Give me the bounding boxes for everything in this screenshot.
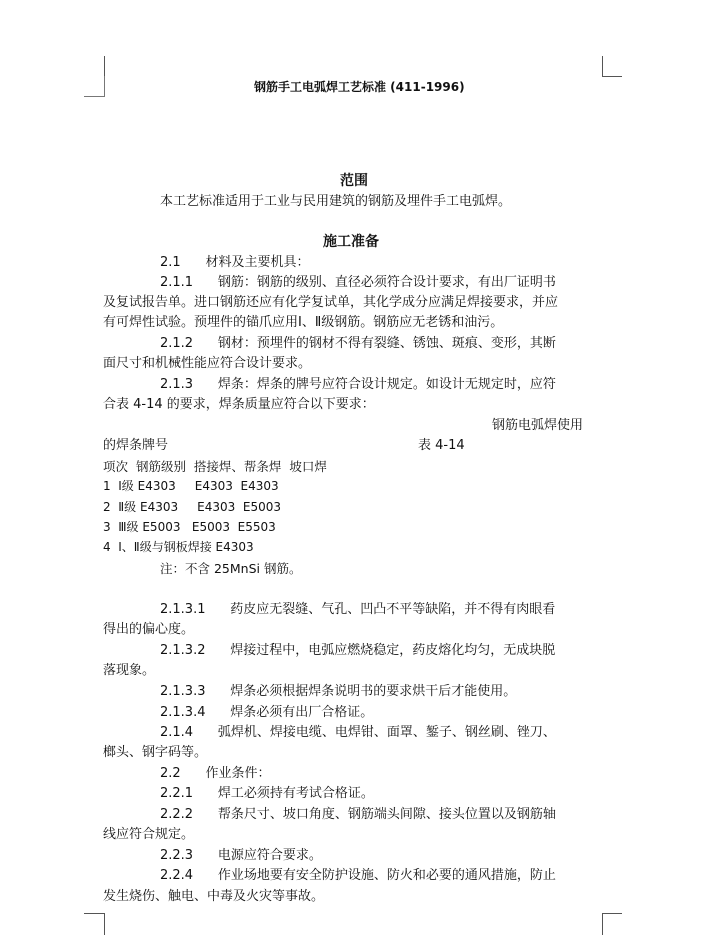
text-line: 落现象。 [103, 663, 156, 678]
text-line: 2.1.2 钢材：预埋件的钢材不得有裂缝、锈蚀、斑痕、变形，其断 [160, 336, 556, 351]
crop-mark-bottom-left-v [104, 913, 105, 935]
table-header-row: 项次 钢筋级别 搭接焊、帮条焊 坡口焊 [103, 459, 327, 474]
table-row: 2 Ⅱ级 E4303 E4303 E5003 [103, 500, 282, 514]
text-line: 得出的偏心度。 [103, 622, 195, 637]
text-line: 2.2.1 焊工必须持有考试合格证。 [160, 786, 374, 801]
text-line: 2.2 作业条件： [160, 766, 271, 781]
table-caption: 钢筋电弧焊使用 [492, 418, 584, 433]
crop-mark-top-right [602, 76, 622, 77]
text-line: 线应符合规定。 [103, 827, 195, 842]
text-line: 2.1.3.3 焊条必须根据焊条说明书的要求烘干后才能使用。 [160, 684, 517, 699]
crop-mark-top-left-v [104, 56, 105, 76]
text-line: 合表 4-14 的要求，焊条质量应符合以下要求： [103, 397, 375, 412]
text-line: 2.1 材料及主要机具： [160, 255, 310, 270]
table-caption-cont: 的焊条牌号 [103, 438, 169, 453]
text-line: 面尺寸和机械性能应符合设计要求。 [103, 356, 312, 371]
text-line: 2.1.1 钢筋：钢筋的级别、直径必须符合设计要求，有出厂证明书 [160, 275, 556, 290]
text-line: 榔头、钢字码等。 [103, 745, 208, 760]
table-row: 4 Ⅰ、Ⅱ级与钢板焊接 E4303 [103, 540, 254, 554]
crop-mark-bottom-right [602, 913, 622, 914]
text-line: 2.1.3.1 药皮应无裂缝、气孔、凹凸不平等缺陷，并不得有肉眼看 [160, 602, 556, 617]
section-heading-scope: 范围 [340, 173, 368, 189]
scope-text: 本工艺标准适用于工业与民用建筑的钢筋及埋件手工电弧焊。 [160, 194, 512, 209]
text-line: 2.1.3.2 焊接过程中，电弧应燃烧稳定，药皮熔化均匀，无成块脱 [160, 643, 556, 658]
text-line: 及复试报告单。进口钢筋还应有化学复试单，其化学成分应满足焊接要求，并应 [103, 295, 559, 310]
crop-mark-top-left [84, 76, 105, 97]
text-line: 2.2.4 作业场地要有安全防护设施、防火和必要的通风措施，防止 [160, 868, 556, 883]
text-line: 2.2.3 电源应符合要求。 [160, 848, 322, 863]
page-title: 钢筋手工电弧焊工艺标准 (411-1996) [254, 80, 465, 94]
table-row: 3 Ⅲ级 E5003 E5003 E5503 [103, 520, 276, 534]
text-line: 2.2.2 帮条尺寸、坡口角度、钢筋端头间隙、接头位置以及钢筋轴 [160, 807, 556, 822]
text-line: 发生烧伤、触电、中毒及火灾等事故。 [103, 889, 325, 904]
crop-mark-bottom-left [84, 913, 104, 914]
text-line: 2.1.3.4 焊条必须有出厂合格证。 [160, 705, 374, 720]
table-note: 注：不含 25MnSi 钢筋。 [160, 561, 302, 576]
table-number: 表 4-14 [418, 438, 465, 453]
crop-mark-top-right-v [602, 56, 603, 76]
table-row: 1 Ⅰ级 E4303 E4303 E4303 [103, 479, 279, 493]
crop-mark-bottom-right-v [602, 913, 603, 935]
section-heading-preparation: 施工准备 [323, 234, 379, 250]
text-line: 2.1.4 弧焊机、焊接电缆、电焊钳、面罩、錾子、钢丝刷、锉刀、 [160, 725, 556, 740]
text-line: 有可焊性试验。预埋件的锚爪应用Ⅰ、Ⅱ级钢筋。钢筋应无老锈和油污。 [103, 315, 504, 330]
text-line: 2.1.3 焊条：焊条的牌号应符合设计规定。如设计无规定时，应符 [160, 377, 556, 392]
